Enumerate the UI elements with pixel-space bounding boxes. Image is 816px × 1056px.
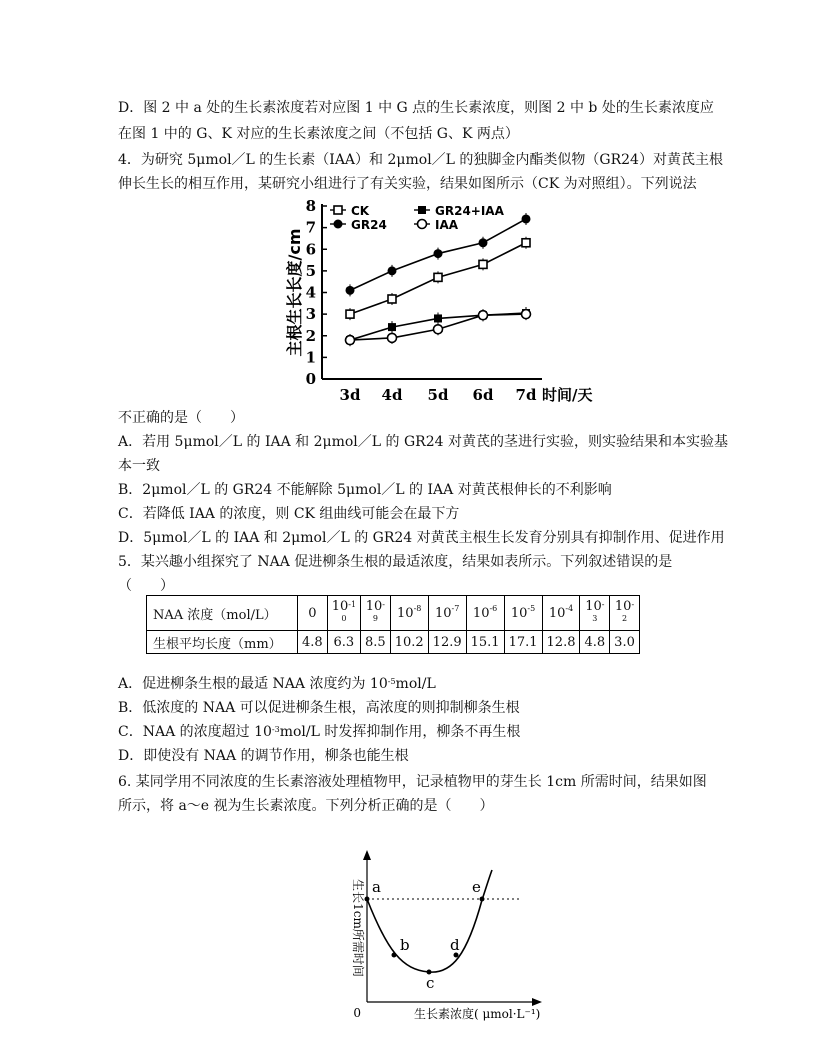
curve-point <box>392 953 397 958</box>
data-point <box>479 260 487 268</box>
x-axis-arrow <box>532 998 542 1006</box>
data-point <box>346 336 355 345</box>
table-row <box>147 631 640 654</box>
table-row-label: NAA 浓度（mol/L） <box>147 596 298 631</box>
data-point <box>479 311 488 320</box>
text-line: （ ） <box>118 578 174 594</box>
y-tick-label: 5 <box>305 261 316 280</box>
point-label: d <box>450 936 460 954</box>
data-point <box>346 286 355 295</box>
x-tick-label: 4d <box>381 386 403 404</box>
data-point <box>522 310 531 319</box>
table-row <box>147 596 640 631</box>
table-cell: 6.3 <box>327 631 360 654</box>
y-tick-label: 2 <box>305 326 316 345</box>
y-axis-label: 主根生长长度/cm <box>285 228 304 357</box>
naa-table <box>146 595 640 654</box>
legend-label: CK <box>351 204 370 218</box>
legend-label: IAA <box>435 218 459 232</box>
data-point <box>434 325 443 334</box>
table-cell: 10- 3 <box>580 596 610 631</box>
text-line: 伸长生长的相互作用，某研究小组进行了有关实验，结果如图所示（CK 为对照组）。下列说法 <box>118 176 697 192</box>
option-a: A．若用 5μmol／L 的 IAA 和 2μmol／L 的 GR24 对黄芪的茎进行实验，则实验结果和本实验基 <box>118 434 728 450</box>
table-row-label: 生根平均长度（mm） <box>147 631 298 654</box>
option-c: C．NAA 的浓度超过 $10^{-3}mol/L$ 时发挥抑制作用，柳条不再生根 <box>118 724 521 740</box>
x-tick-label: 3d <box>339 386 361 404</box>
table-cell: 15.1 <box>466 631 504 654</box>
x-tick-label: 5d <box>427 386 449 404</box>
data-point <box>334 206 342 214</box>
data-point <box>388 323 396 331</box>
legend-item <box>414 204 505 218</box>
curve-point <box>480 897 485 902</box>
data-point <box>418 206 426 214</box>
question-4-stem: 4．为研究 5μmol／L 的生长素（IAA）和 2μmol／L 的独脚金内酯类似物（GR24）对黄芪主根 <box>118 152 723 168</box>
y-tick-label: 3 <box>305 305 316 324</box>
data-point <box>522 239 530 247</box>
table-cell: $10^{-6}$ <box>466 596 504 631</box>
x-tick-label: 6d <box>472 386 494 404</box>
question-6-stem: 6. 某同学用不同浓度的生长素溶液处理植物甲，记录植物甲的芽生长 1cm 所需时间，结果如图 <box>118 774 707 790</box>
text-line: 在图 1 中的 G、K 对应的生长素浓度之间（不包括 G、K 两点） <box>118 126 519 142</box>
data-point <box>388 295 396 303</box>
data-point <box>388 333 397 342</box>
text-line: D．图 2 中 a 处的生长素浓度若对应图 1 中 G 点的生长素浓度，则图 2 中 b 处的生长素浓度应 <box>118 100 714 116</box>
point-label: c <box>426 974 435 992</box>
data-point <box>522 214 531 223</box>
table-cell: 17.1 <box>504 631 542 654</box>
legend-label: GR24 <box>351 218 387 232</box>
y-tick-label: 6 <box>305 240 316 259</box>
growth-time-chart <box>342 850 562 1030</box>
legend-label: GR24+IAA <box>435 204 504 218</box>
table-cell: $10^{-5}$ <box>504 596 542 631</box>
text-line: 所示，将 a～e 视为生长素浓度。下列分析正确的是（ ） <box>118 798 494 814</box>
option-c: C．若降低 IAA 的浓度，则 CK 组曲线可能会在最下方 <box>118 506 460 522</box>
table-cell: 12.9 <box>428 631 466 654</box>
x-axis-label: 生长素浓度( μmol·L⁻¹) <box>414 1007 541 1021</box>
y-axis-arrow <box>363 850 371 860</box>
table-cell: $10^{-4}$ <box>542 596 580 631</box>
legend-item <box>414 218 459 232</box>
y-tick-label: 0 <box>305 370 316 388</box>
data-point <box>334 220 343 229</box>
option-b: B．2μmol／L 的 GR24 不能解除 5μmol／L 的 IAA 对黄芪根伸长的不利影响 <box>118 482 612 498</box>
data-point <box>418 220 427 229</box>
origin-label: 0 <box>353 1006 361 1020</box>
table-cell: 10.2 <box>390 631 428 654</box>
table-cell: $10^{-7}$ <box>428 596 466 631</box>
y-tick-label: 8 <box>305 198 316 215</box>
y-axis-label: 生长1cm所需时间 <box>351 879 365 977</box>
table-cell: 0 <box>298 596 328 631</box>
x-axis-label: 时间/天 <box>542 386 593 404</box>
option-a: A．促进柳条生根的最适 NAA 浓度约为 $10^{-5}mol/L$ <box>118 676 436 692</box>
data-point <box>434 273 442 281</box>
text-line: 不正确的是（ ） <box>118 410 244 426</box>
table-cell: 10- 9 <box>361 596 391 631</box>
point-label: e <box>472 878 481 896</box>
table-cell: 3.0 <box>610 631 640 654</box>
option-b: B．低浓度的 NAA 可以促进柳条生根，高浓度的则抑制柳条生根 <box>118 700 520 716</box>
data-point <box>479 238 488 247</box>
table-cell: 4.8 <box>580 631 610 654</box>
y-tick-label: 4 <box>305 283 316 302</box>
table-cell: 10- 2 <box>610 596 640 631</box>
table-cell: 12.8 <box>542 631 580 654</box>
table-cell: 4.8 <box>298 631 328 654</box>
y-tick-label: 7 <box>305 218 316 237</box>
legend-item <box>330 218 387 232</box>
table-cell: $10^{-8}$ <box>390 596 428 631</box>
table-cell: $10^{-1}$ 0 <box>327 596 360 631</box>
question-5-stem: 5．某兴趣小组探究了 NAA 促进柳条生根的最适浓度，结果如表所示。下列叙述错误的是 <box>118 554 673 570</box>
data-point <box>434 249 443 258</box>
option-d: D．即使没有 NAA 的调节作用，柳条也能生根 <box>118 748 409 764</box>
data-point <box>434 314 442 322</box>
point-label: a <box>372 878 381 896</box>
text-line: 本一致 <box>118 458 160 474</box>
y-tick-label: 1 <box>305 348 316 367</box>
x-tick-label: 7d <box>515 386 537 404</box>
point-label: b <box>400 936 410 954</box>
curve-point <box>365 897 370 902</box>
data-point <box>346 310 354 318</box>
table-cell: 8.5 <box>361 631 391 654</box>
root-length-chart <box>280 198 620 408</box>
option-d: D．5μmol／L 的 IAA 和 2μmol／L 的 GR24 对黄芪主根生长发育分别具有抑制作用、促进作用 <box>118 530 725 546</box>
data-point <box>388 266 397 275</box>
legend-item <box>330 204 370 218</box>
